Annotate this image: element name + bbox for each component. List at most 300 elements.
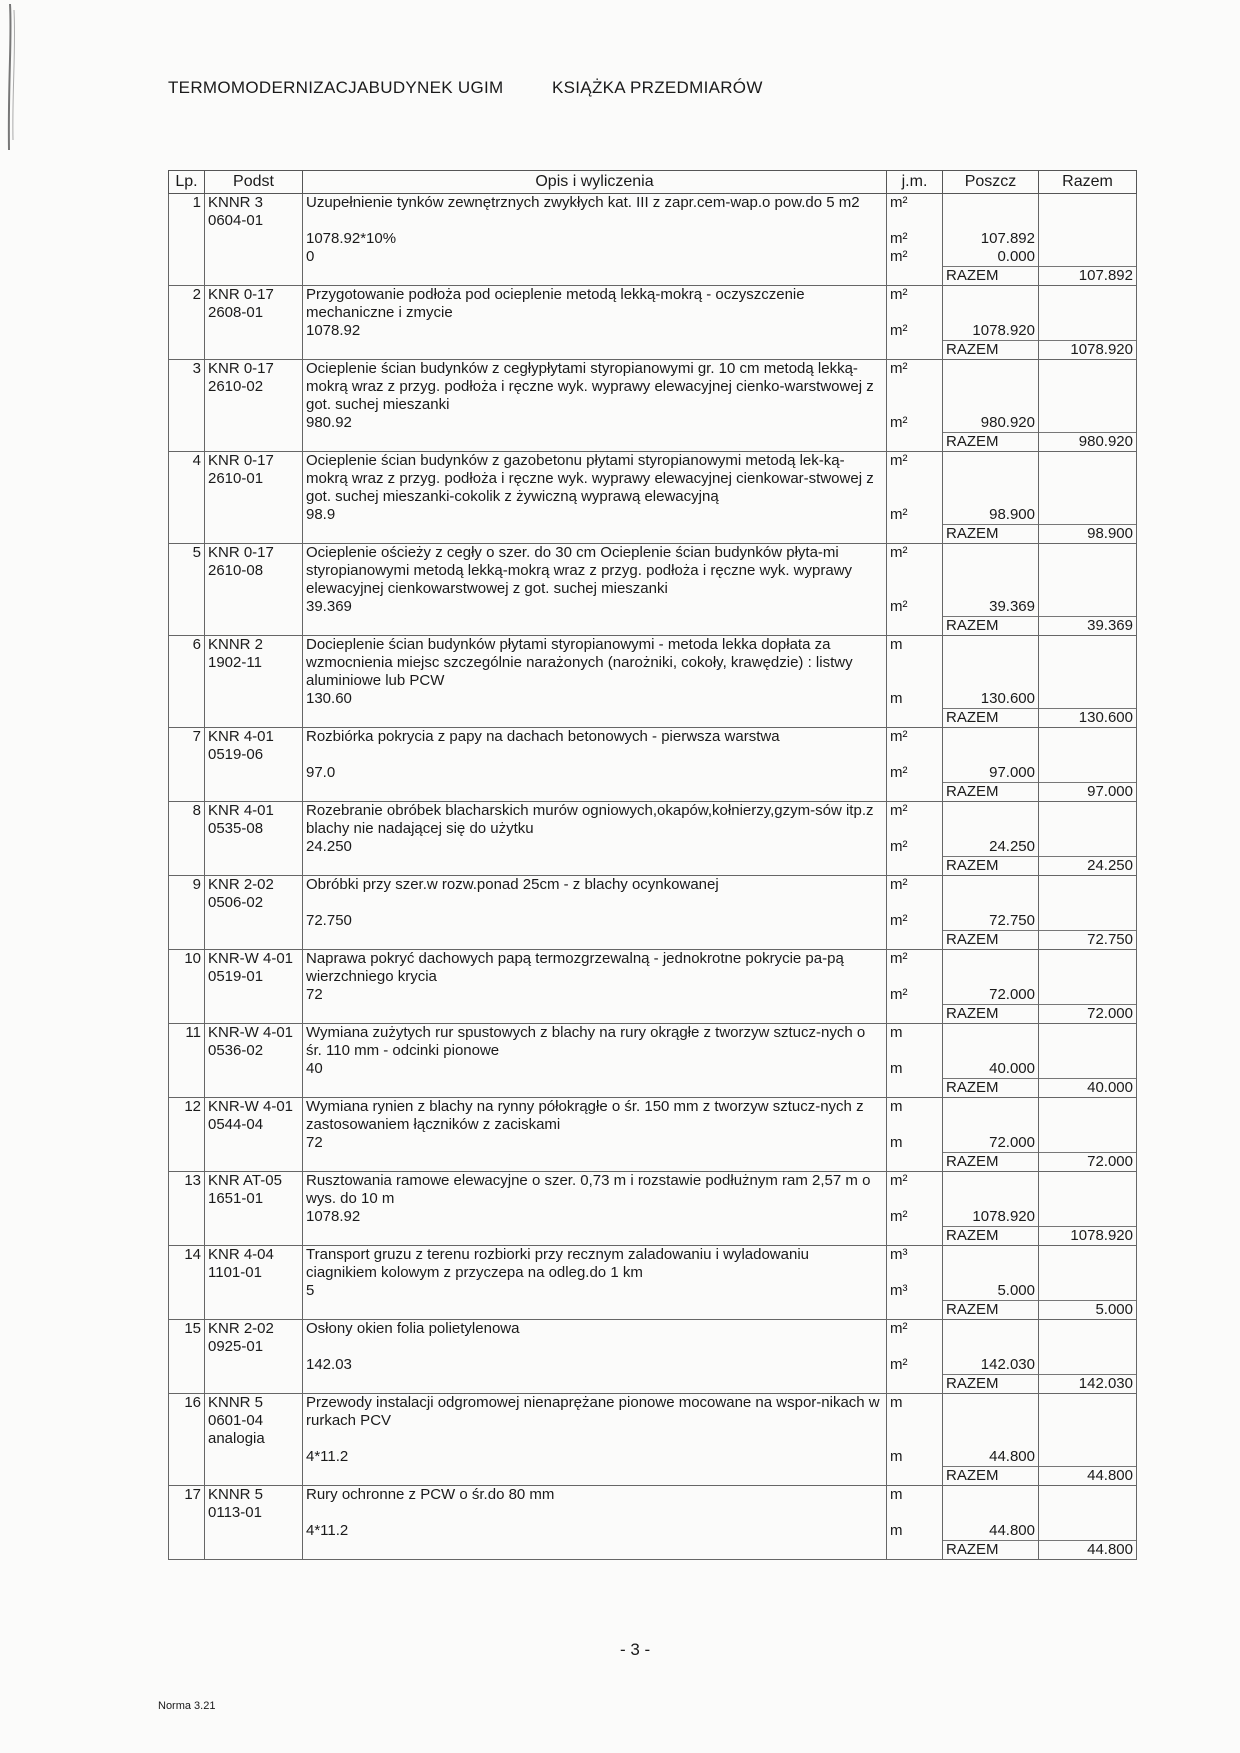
- item-description: Uzupełnienie tynków zewnętrznych zwykłych kat. III z zapr.cem-wap.o pow.do 5 m2: [303, 194, 887, 231]
- item-unit: m²: [887, 728, 943, 765]
- table-row: [169, 286, 1137, 323]
- item-razem-empty: [1039, 728, 1137, 765]
- calc-lp-empty: [169, 230, 205, 248]
- razem-jm-empty: [887, 1541, 943, 1560]
- razem-label: RAZEM: [943, 1005, 1039, 1024]
- calc-row: [169, 506, 1137, 525]
- razem-value: 24.250: [1039, 857, 1137, 876]
- razem-opis-empty: [303, 617, 887, 636]
- col-header-poszcz: Poszcz: [943, 171, 1039, 194]
- item-podst-line: 0601-04: [208, 1412, 264, 1429]
- item-unit: m²: [887, 360, 943, 415]
- item-description: Rozebranie obróbek blacharskich murów ogniowych,okapów,kołnierzy,gzym-sów itp.z blachy nie nadającej się do użytku: [303, 802, 887, 839]
- razem-row: [169, 1541, 1137, 1560]
- razem-row: [169, 709, 1137, 728]
- calc-razem-empty: [1039, 1134, 1137, 1153]
- col-header-opis: Opis i wyliczenia: [303, 171, 887, 194]
- razem-opis-empty: [303, 525, 887, 544]
- item-razem-empty: [1039, 1394, 1137, 1449]
- item-unit: m³: [887, 1246, 943, 1283]
- calc-unit: m²: [887, 1356, 943, 1375]
- calc-podst-empty: [205, 690, 303, 709]
- item-podst: [205, 452, 303, 507]
- razem-opis-empty: [303, 857, 887, 876]
- razem-label: RAZEM: [943, 525, 1039, 544]
- razem-label: RAZEM: [943, 1375, 1039, 1394]
- calc-unit: m²: [887, 838, 943, 857]
- table-body: [169, 194, 1137, 1560]
- calc-row: [169, 986, 1137, 1005]
- calc-razem-empty: [1039, 1060, 1137, 1079]
- item-podst: [205, 360, 303, 415]
- table-row: [169, 1024, 1137, 1061]
- razem-label: RAZEM: [943, 267, 1039, 286]
- calc-value: 130.600: [943, 690, 1039, 709]
- calc-podst-empty: [205, 1134, 303, 1153]
- calc-podst-empty: [205, 230, 303, 248]
- table-header-row: [169, 171, 1137, 194]
- item-unit: m²: [887, 950, 943, 987]
- calc-lp-empty: [169, 986, 205, 1005]
- calc-value: 142.030: [943, 1356, 1039, 1375]
- calc-expression: 130.60: [303, 690, 887, 709]
- calc-lp-empty: [169, 912, 205, 931]
- item-unit: m²: [887, 802, 943, 839]
- item-podst-line: KNR 4-04: [208, 1246, 274, 1263]
- razem-opis-empty: [303, 433, 887, 452]
- razem-value: 39.369: [1039, 617, 1137, 636]
- table-row: [169, 360, 1137, 415]
- razem-value: 1078.920: [1039, 1227, 1137, 1246]
- calc-value: 980.920: [943, 414, 1039, 433]
- item-podst-line: KNR 0-17: [208, 286, 274, 303]
- item-poszcz-empty: [943, 1394, 1039, 1449]
- calc-row: [169, 1208, 1137, 1227]
- calc-razem-empty: [1039, 690, 1137, 709]
- calc-value: 0.000: [943, 248, 1039, 267]
- razem-opis-empty: [303, 931, 887, 950]
- item-podst: [205, 636, 303, 691]
- razem-podst-empty: [205, 931, 303, 950]
- col-header-jm: j.m.: [887, 171, 943, 194]
- item-unit: m²: [887, 1172, 943, 1209]
- item-podst-line: KNR 0-17: [208, 544, 274, 561]
- item-unit: m: [887, 1486, 943, 1523]
- razem-label: RAZEM: [943, 1153, 1039, 1172]
- item-poszcz-empty: [943, 1246, 1039, 1283]
- razem-lp-empty: [169, 709, 205, 728]
- calc-unit: m: [887, 1134, 943, 1153]
- calc-razem-empty: [1039, 598, 1137, 617]
- calc-value: 39.369: [943, 598, 1039, 617]
- table-row: [169, 1394, 1137, 1449]
- razem-jm-empty: [887, 267, 943, 286]
- item-podst: [205, 802, 303, 839]
- calc-row: [169, 1134, 1137, 1153]
- calc-value: 40.000: [943, 1060, 1039, 1079]
- razem-lp-empty: [169, 1079, 205, 1098]
- item-podst: [205, 1246, 303, 1283]
- calc-razem-empty: [1039, 912, 1137, 931]
- item-razem-empty: [1039, 636, 1137, 691]
- item-razem-empty: [1039, 950, 1137, 987]
- calc-lp-empty: [169, 506, 205, 525]
- razem-jm-empty: [887, 617, 943, 636]
- bill-of-quantities-table: [168, 170, 1137, 1560]
- item-lp: 7: [169, 728, 205, 765]
- calc-expression: 0: [303, 248, 887, 267]
- razem-jm-empty: [887, 1227, 943, 1246]
- item-podst-line: 1101-01: [208, 1264, 262, 1281]
- item-podst-line: 0506-02: [208, 894, 264, 911]
- razem-opis-empty: [303, 1301, 887, 1320]
- item-podst-line: 1651-01: [208, 1190, 264, 1207]
- calc-podst-empty: [205, 1448, 303, 1467]
- item-unit: m²: [887, 194, 943, 231]
- item-razem-empty: [1039, 876, 1137, 913]
- razem-value: 72.000: [1039, 1153, 1137, 1172]
- razem-value: 72.750: [1039, 931, 1137, 950]
- item-lp: 16: [169, 1394, 205, 1449]
- item-podst-line: KNR 4-01: [208, 802, 274, 819]
- razem-label: RAZEM: [943, 617, 1039, 636]
- calc-expression: 72: [303, 986, 887, 1005]
- razem-jm-empty: [887, 1153, 943, 1172]
- calc-value: 44.800: [943, 1448, 1039, 1467]
- calc-lp-empty: [169, 1522, 205, 1541]
- razem-jm-empty: [887, 857, 943, 876]
- razem-row: [169, 1375, 1137, 1394]
- razem-jm-empty: [887, 931, 943, 950]
- item-podst-line: 0519-01: [208, 968, 264, 985]
- item-podst-line: 2608-01: [208, 304, 264, 321]
- razem-row: [169, 1301, 1137, 1320]
- item-podst-line: 2610-02: [208, 378, 264, 395]
- calc-row: [169, 230, 1137, 248]
- calc-podst-empty: [205, 986, 303, 1005]
- razem-lp-empty: [169, 1541, 205, 1560]
- calc-lp-empty: [169, 764, 205, 783]
- item-razem-empty: [1039, 802, 1137, 839]
- col-header-razem: Razem: [1039, 171, 1137, 194]
- razem-jm-empty: [887, 1467, 943, 1486]
- calc-podst-empty: [205, 598, 303, 617]
- calc-podst-empty: [205, 506, 303, 525]
- calc-expression: 1078.92: [303, 322, 887, 341]
- item-podst-line: 0604-01: [208, 212, 264, 229]
- calc-unit: m: [887, 1522, 943, 1541]
- calc-razem-empty: [1039, 1356, 1137, 1375]
- item-razem-empty: [1039, 194, 1137, 231]
- calc-lp-empty: [169, 1134, 205, 1153]
- item-poszcz-empty: [943, 1098, 1039, 1135]
- item-description: Wymiana zużytych rur spustowych z blachy na rury okrągłe z tworzyw sztucz-nych o śr. 110 mm - odcinki pionowe: [303, 1024, 887, 1061]
- item-podst-line: KNNR 5: [208, 1486, 264, 1503]
- item-podst-line: KNR-W 4-01: [208, 1024, 294, 1041]
- razem-podst-empty: [205, 709, 303, 728]
- item-poszcz-empty: [943, 286, 1039, 323]
- table-row: [169, 728, 1137, 765]
- item-unit: m²: [887, 452, 943, 507]
- razem-row: [169, 931, 1137, 950]
- project-title: TERMOMODERNIZACJABUDYNEK UGIM: [168, 78, 504, 97]
- item-poszcz-empty: [943, 636, 1039, 691]
- razem-value: 142.030: [1039, 1375, 1137, 1394]
- calc-lp-empty: [169, 1448, 205, 1467]
- calc-unit: m²: [887, 414, 943, 433]
- razem-podst-empty: [205, 1375, 303, 1394]
- item-poszcz-empty: [943, 802, 1039, 839]
- calc-lp-empty: [169, 322, 205, 341]
- calc-unit: m²: [887, 322, 943, 341]
- calc-value: 5.000: [943, 1282, 1039, 1301]
- table-row: [169, 1486, 1137, 1523]
- item-unit: m: [887, 636, 943, 691]
- col-header-podst: Podst: [205, 171, 303, 194]
- calc-podst-empty: [205, 414, 303, 433]
- calc-expression: 72: [303, 1134, 887, 1153]
- calc-expression: 98.9: [303, 506, 887, 525]
- calc-razem-empty: [1039, 764, 1137, 783]
- item-podst: [205, 544, 303, 599]
- razem-opis-empty: [303, 1153, 887, 1172]
- razem-row: [169, 617, 1137, 636]
- item-razem-empty: [1039, 286, 1137, 323]
- razem-row: [169, 433, 1137, 452]
- item-poszcz-empty: [943, 1024, 1039, 1061]
- item-podst: [205, 1486, 303, 1523]
- item-description: Transport gruzu z terenu rozbiorki przy recznym zaladowaniu i wyladowaniu ciagnikiem kolowym z przyczepa na odleg.do 1 km: [303, 1246, 887, 1283]
- razem-podst-empty: [205, 341, 303, 360]
- calc-value: 72.000: [943, 1134, 1039, 1153]
- razem-row: [169, 1005, 1137, 1024]
- calc-unit: m²: [887, 912, 943, 931]
- razem-lp-empty: [169, 341, 205, 360]
- item-poszcz-empty: [943, 1486, 1039, 1523]
- calc-lp-empty: [169, 1208, 205, 1227]
- item-podst-line: KNNR 2: [208, 636, 264, 653]
- item-razem-empty: [1039, 1024, 1137, 1061]
- item-lp: 12: [169, 1098, 205, 1135]
- item-unit: m: [887, 1394, 943, 1449]
- item-podst: [205, 876, 303, 913]
- razem-row: [169, 525, 1137, 544]
- table-row: [169, 1246, 1137, 1283]
- calc-podst-empty: [205, 322, 303, 341]
- item-description: Rusztowania ramowe elewacyjne o szer. 0,73 m i rozstawie podłużnym ram 2,57 m o wys. do 10 m: [303, 1172, 887, 1209]
- calc-row: [169, 764, 1137, 783]
- razem-value: 72.000: [1039, 1005, 1137, 1024]
- item-poszcz-empty: [943, 360, 1039, 415]
- item-unit: m: [887, 1024, 943, 1061]
- razem-opis-empty: [303, 1005, 887, 1024]
- calc-row: [169, 322, 1137, 341]
- item-podst-line: KNNR 3: [208, 194, 264, 211]
- razem-jm-empty: [887, 1005, 943, 1024]
- razem-jm-empty: [887, 341, 943, 360]
- razem-lp-empty: [169, 1227, 205, 1246]
- razem-jm-empty: [887, 1079, 943, 1098]
- razem-podst-empty: [205, 783, 303, 802]
- item-podst: [205, 1172, 303, 1209]
- item-description: Przygotowanie podłoża pod ocieplenie metodą lekką-mokrą - oczyszczenie mechaniczne i zmycie: [303, 286, 887, 323]
- software-version: Norma 3.21: [158, 1700, 216, 1712]
- item-lp: 15: [169, 1320, 205, 1357]
- calc-row: [169, 1448, 1137, 1467]
- calc-razem-empty: [1039, 1208, 1137, 1227]
- item-podst-line: KNR AT-05: [208, 1172, 282, 1189]
- razem-label: RAZEM: [943, 1227, 1039, 1246]
- calc-expression: 40: [303, 1060, 887, 1079]
- razem-value: 44.800: [1039, 1467, 1137, 1486]
- item-podst-line: 1902-11: [208, 654, 262, 671]
- razem-label: RAZEM: [943, 341, 1039, 360]
- calc-row: [169, 1060, 1137, 1079]
- razem-label: RAZEM: [943, 433, 1039, 452]
- calc-value: 1078.920: [943, 322, 1039, 341]
- calc-podst-empty: [205, 248, 303, 267]
- calc-expression: 142.03: [303, 1356, 887, 1375]
- item-description: Osłony okien folia polietylenowa: [303, 1320, 887, 1357]
- calc-value: 72.000: [943, 986, 1039, 1005]
- item-podst-line: KNR 4-01: [208, 728, 274, 745]
- item-podst: [205, 1320, 303, 1357]
- item-razem-empty: [1039, 544, 1137, 599]
- calc-razem-empty: [1039, 322, 1137, 341]
- item-podst-line: KNR-W 4-01: [208, 1098, 294, 1115]
- calc-unit: m: [887, 1060, 943, 1079]
- calc-row: [169, 912, 1137, 931]
- item-podst-line: KNR 2-02: [208, 876, 274, 893]
- item-lp: 11: [169, 1024, 205, 1061]
- page-number: - 3 -: [620, 1640, 651, 1659]
- calc-lp-empty: [169, 1060, 205, 1079]
- item-poszcz-empty: [943, 194, 1039, 231]
- razem-opis-empty: [303, 1467, 887, 1486]
- item-unit: m²: [887, 544, 943, 599]
- item-podst-line: KNR-W 4-01: [208, 950, 294, 967]
- item-razem-empty: [1039, 452, 1137, 507]
- item-unit: m²: [887, 1320, 943, 1357]
- razem-podst-empty: [205, 1005, 303, 1024]
- item-podst-line: 2610-01: [208, 470, 264, 487]
- calc-podst-empty: [205, 1522, 303, 1541]
- scan-edge-mark: [0, 0, 30, 160]
- calc-expression: 4*11.2: [303, 1448, 887, 1467]
- calc-unit: m²: [887, 506, 943, 525]
- item-podst-line: analogia: [208, 1430, 265, 1447]
- table-row: [169, 194, 1137, 231]
- calc-value: 98.900: [943, 506, 1039, 525]
- item-podst: [205, 1394, 303, 1449]
- calc-row: [169, 1356, 1137, 1375]
- item-description: Ocieplenie ościeży z cegły o szer. do 30 cm Ocieplenie ścian budynków płyta-mi styropianowymi metodą lekką-mokrą wraz z przyg. podłoża i ręczne wyk. wyprawy elewacyjnej cienkowarstwowej z got. suchej mieszanki: [303, 544, 887, 599]
- table-row: [169, 1172, 1137, 1209]
- razem-label: RAZEM: [943, 931, 1039, 950]
- document-title: KSIĄŻKA PRZEDMIARÓW: [552, 78, 763, 97]
- item-unit: m²: [887, 876, 943, 913]
- table-row: [169, 544, 1137, 599]
- item-razem-empty: [1039, 1172, 1137, 1209]
- calc-razem-empty: [1039, 230, 1137, 248]
- razem-row: [169, 783, 1137, 802]
- razem-lp-empty: [169, 525, 205, 544]
- razem-label: RAZEM: [943, 783, 1039, 802]
- calc-lp-empty: [169, 248, 205, 267]
- calc-expression: 24.250: [303, 838, 887, 857]
- razem-label: RAZEM: [943, 1541, 1039, 1560]
- item-description: Rury ochronne z PCW o śr.do 80 mm: [303, 1486, 887, 1523]
- item-description: Docieplenie ścian budynków płytami styropianowymi - metoda lekka dopłata za wzmocnienia miejsc szczególnie narażonych (narożniki, cokoły, krawędzie) : listwy aluminiowe lub PCW: [303, 636, 887, 691]
- item-description: Przewody instalacji odgromowej nienaprężane pionowe mocowane na wspor-nikach w rurkach PCV: [303, 1394, 887, 1449]
- calc-row: [169, 414, 1137, 433]
- razem-jm-empty: [887, 1375, 943, 1394]
- razem-value: 97.000: [1039, 783, 1137, 802]
- item-podst-line: 0113-01: [208, 1504, 262, 1521]
- razem-opis-empty: [303, 1079, 887, 1098]
- calc-expression: 4*11.2: [303, 1522, 887, 1541]
- razem-row: [169, 1079, 1137, 1098]
- razem-podst-empty: [205, 1227, 303, 1246]
- col-header-lp: Lp.: [169, 171, 205, 194]
- razem-opis-empty: [303, 783, 887, 802]
- razem-jm-empty: [887, 525, 943, 544]
- table-row: [169, 1098, 1137, 1135]
- calc-expression: 5: [303, 1282, 887, 1301]
- calc-razem-empty: [1039, 838, 1137, 857]
- calc-podst-empty: [205, 1282, 303, 1301]
- calc-lp-empty: [169, 598, 205, 617]
- calc-expression: 980.92: [303, 414, 887, 433]
- calc-lp-empty: [169, 1356, 205, 1375]
- razem-podst-empty: [205, 525, 303, 544]
- item-description: Rozbiórka pokrycia z papy na dachach betonowych - pierwsza warstwa: [303, 728, 887, 765]
- calc-row: [169, 690, 1137, 709]
- calc-unit: m²: [887, 248, 943, 267]
- item-poszcz-empty: [943, 950, 1039, 987]
- item-razem-empty: [1039, 1320, 1137, 1357]
- item-podst-line: 0535-08: [208, 820, 264, 837]
- calc-podst-empty: [205, 1356, 303, 1375]
- calc-unit: m³: [887, 1282, 943, 1301]
- calc-expression: 72.750: [303, 912, 887, 931]
- table-row: [169, 950, 1137, 987]
- calc-row: [169, 838, 1137, 857]
- razem-jm-empty: [887, 433, 943, 452]
- calc-unit: m²: [887, 1208, 943, 1227]
- razem-label: RAZEM: [943, 709, 1039, 728]
- razem-label: RAZEM: [943, 1467, 1039, 1486]
- item-description: Ocieplenie ścian budynków z gazobetonu płytami styropianowymi metodą lek-ką-mokrą wraz z przyg. podłoża i ręczne wyk. wyprawy elewacyjnej cienkowar-stwowej z got. suchej mieszanki-cokolik z żywiczną wyprawą elewacyjną: [303, 452, 887, 507]
- item-podst: [205, 194, 303, 231]
- razem-podst-empty: [205, 267, 303, 286]
- razem-podst-empty: [205, 617, 303, 636]
- item-description: Ocieplenie ścian budynków z cegłypłytami styropianowymi gr. 10 cm metodą lekką-mokrą wraz z przyg. podłoża i ręczne wyk. wyprawy elewacyjnej cienko-warstwowej z got. suchej mieszanki: [303, 360, 887, 415]
- item-podst-line: 0519-06: [208, 746, 264, 763]
- item-poszcz-empty: [943, 1172, 1039, 1209]
- item-podst-line: KNR 0-17: [208, 452, 274, 469]
- item-razem-empty: [1039, 360, 1137, 415]
- calc-row: [169, 1282, 1137, 1301]
- table-row: [169, 802, 1137, 839]
- calc-unit: m: [887, 1448, 943, 1467]
- razem-value: 5.000: [1039, 1301, 1137, 1320]
- razem-value: 44.800: [1039, 1541, 1137, 1560]
- razem-row: [169, 267, 1137, 286]
- item-lp: 13: [169, 1172, 205, 1209]
- table-row: [169, 1320, 1137, 1357]
- item-lp: 14: [169, 1246, 205, 1283]
